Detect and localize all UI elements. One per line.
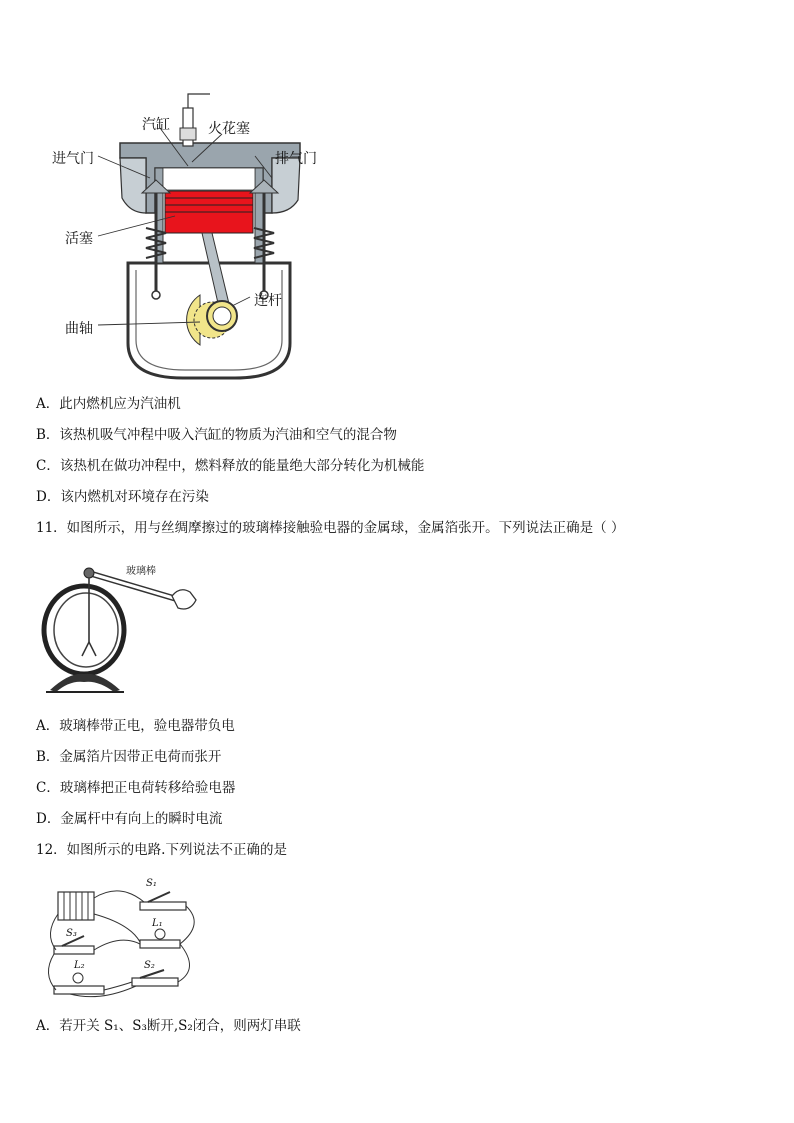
circuit-figure xyxy=(40,874,210,1004)
cylinder-label: 汽缸 xyxy=(142,117,170,133)
piston-label: 活塞 xyxy=(65,231,93,247)
engine-diagram xyxy=(50,88,340,383)
glass-rod-label: 玻璃棒 xyxy=(126,566,156,577)
q11-option-a: A．玻璃棒带正电，验电器带负电 xyxy=(36,718,235,734)
spark-plug-label: 火花塞 xyxy=(208,121,250,137)
q10-option-a: A．此内燃机应为汽油机 xyxy=(36,396,181,412)
q11-option-b: B．金属箔片因带正电荷而张开 xyxy=(36,749,222,765)
l1-label: L₁ xyxy=(152,918,163,929)
connecting-rod-label: 连杆 xyxy=(254,293,282,309)
circuit-diagram xyxy=(40,874,210,1004)
engine-figure xyxy=(50,88,340,383)
q10-option-b: B．该热机吸气冲程中吸入汽缸的物质为汽油和空气的混合物 xyxy=(36,427,397,443)
q10-option-c: C．该热机在做功冲程中，燃料释放的能量绝大部分转化为机械能 xyxy=(36,458,425,474)
q11-option-c: C．玻璃棒把正电荷转移给验电器 xyxy=(36,780,236,796)
q11-option-d: D．金属杆中有向上的瞬时电流 xyxy=(36,811,223,827)
exhaust-valve-label: 排气门 xyxy=(275,151,317,167)
crankshaft-label: 曲轴 xyxy=(65,321,93,337)
s2-label: S₂ xyxy=(144,960,155,971)
l2-label: L₂ xyxy=(74,960,85,971)
q12-option-a: A．若开关 S₁、S₃断开,S₂闭合，则两灯串联 xyxy=(36,1018,301,1034)
s3-label: S₃ xyxy=(66,928,77,939)
q10-option-d: D．该内燃机对环境存在污染 xyxy=(36,489,209,505)
q11-stem: 11．如图所示，用与丝绸摩擦过的玻璃棒接触验电器的金属球，金属箔张开。下列说法正确是（ ） xyxy=(36,520,625,536)
q12-stem: 12．如图所示的电路.下列说法不正确的是 xyxy=(36,842,287,858)
electroscope-figure xyxy=(40,552,200,702)
intake-valve-label: 进气门 xyxy=(52,151,94,167)
s1-label: S₁ xyxy=(146,878,157,889)
electroscope-diagram xyxy=(40,552,200,702)
